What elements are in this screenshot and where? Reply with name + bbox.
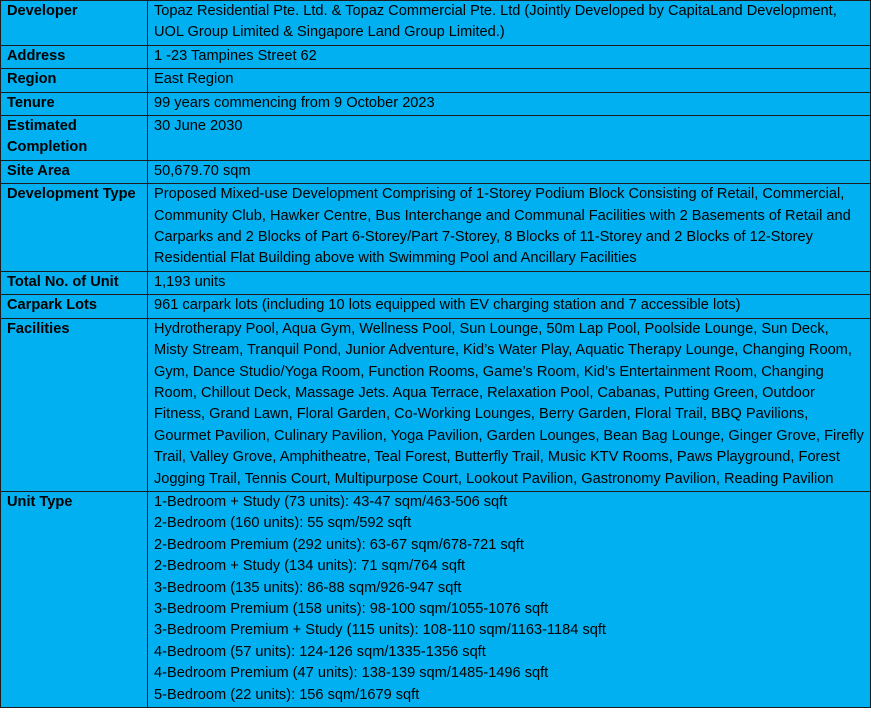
row-label: Carpark Lots [1,295,148,318]
unit-type-item: 4-Bedroom Premium (47 units): 138-139 sqm/1485-1496 sqft [154,665,549,682]
table-row-unit-type [1,491,871,707]
unit-type-item: 5-Bedroom (22 units): 156 sqm/1679 sqft [154,686,420,703]
row-label: Estimated Completion [1,116,148,161]
row-label: Unit Type [1,491,148,707]
row-value: 1 -23 Tampines Street 62 [148,45,871,68]
table-row-tenure [1,92,871,115]
row-value: 99 years commencing from 9 October 2023 [148,92,871,115]
unit-type-list [148,491,871,707]
table-row-estimated-completion [1,116,871,161]
row-value: 961 carpark lots (including 10 lots equipped with EV charging station and 7 accessible lots) [148,295,871,318]
table-row-address [1,45,871,68]
unit-type-item: 4-Bedroom (57 units): 124-126 sqm/1335-1356 sqft [154,643,486,660]
table-row-site-area [1,160,871,183]
row-value: 1,193 units [148,271,871,294]
row-label: Facilities [1,318,148,491]
unit-type-item: 2-Bedroom Premium (292 units): 63-67 sqm/678-721 sqft [154,536,524,553]
row-value: 30 June 2030 [148,116,871,161]
row-value: Hydrotherapy Pool, Aqua Gym, Wellness Pool, Sun Lounge, 50m Lap Pool, Poolside Lounge, Sun Deck, Misty Stream, Tranquil Pond, Junior Adventure, Kid’s Water Play, Aquatic Therapy Lounge, Changing Room, Gym, Dance Studio/Yoga Room, Function Rooms, Game’s Room, Kid’s Entertainment Room, Changing Room, Chillout Deck, Massage Jets. Aqua Terrace, Relaxation Pool, Cabanas, Putting Green, Outdoor Fitness, Grand Lawn, Floral Garden, Co-Working Lounges, Berry Garden, Floral Trail, BBQ Pavilions, Gourmet Pavilion, Culinary Pavilion, Yoga Pavilion, Garden Lounges, Bean Bag Lounge, Ginger Grove, Firefly Trail, Valley Grove, Amphitheatre, Teal Forest, Butterfly Trail, Music KTV Rooms, Paws Playground, Forest Jogging Trail, Tennis Court, Multipurpose Court, Lookout Pavilion, Gastronomy Pavilion, Reading Pavilion [148,318,871,491]
row-label: Developer [1,1,148,46]
row-value: Topaz Residential Pte. Ltd. & Topaz Commercial Pte. Ltd (Jointly Developed by CapitaLand Development, UOL Group Limited & Singapore Land Group Limited.) [148,1,871,46]
table-row-development-type [1,184,871,272]
row-label: Address [1,45,148,68]
row-value: 50,679.70 sqm [148,160,871,183]
unit-type-item: 3-Bedroom Premium (158 units): 98-100 sqm/1055-1076 sqft [154,600,549,617]
row-label: Tenure [1,92,148,115]
row-label: Region [1,69,148,92]
table-row-total-units [1,271,871,294]
unit-type-item: 3-Bedroom (135 units): 86-88 sqm/926-947 sqft [154,579,462,596]
row-label: Development Type [1,184,148,272]
row-label: Total No. of Unit [1,271,148,294]
row-value: East Region [148,69,871,92]
unit-type-item: 2-Bedroom (160 units): 55 sqm/592 sqft [154,515,412,532]
table-row-facilities [1,318,871,491]
unit-type-item: 2-Bedroom + Study (134 units): 71 sqm/764 sqft [154,558,466,575]
table-row-developer [1,1,871,46]
row-value: Proposed Mixed-use Development Comprising of 1-Storey Podium Block Consisting of Retail, Commercial, Community Club, Hawker Centre, Bus Interchange and Communal Facilities with 2 Basements of Retail and Carparks and 2 Blocks of Part 6-Storey/Part 7-Storey, 8 Blocks of 11-Storey and 2 Blocks of 12-Storey Residential Flat Building above with Swimming Pool and Ancillary Facilities [148,184,871,272]
table-row-region [1,69,871,92]
unit-type-item: 3-Bedroom Premium + Study (115 units): 108-110 sqm/1163-1184 sqft [154,622,606,639]
unit-type-item: 1-Bedroom + Study (73 units): 43-47 sqm/463-506 sqft [154,493,508,510]
row-label: Site Area [1,160,148,183]
table-row-carpark-lots [1,295,871,318]
